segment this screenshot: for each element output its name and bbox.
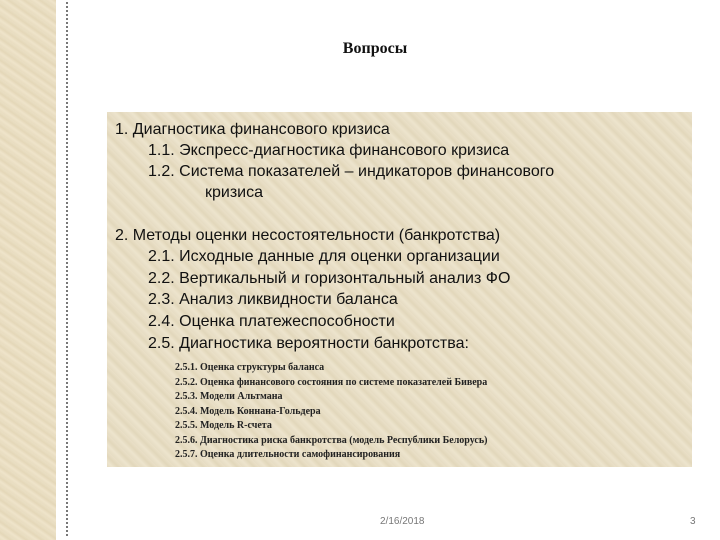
slide-date: 2/16/2018: [380, 516, 425, 527]
outline-item: кризиса: [205, 184, 264, 201]
sub-item: 2.5.1. Оценка структуры баланса: [175, 362, 325, 373]
dotted-divider: [66, 2, 68, 538]
sub-item: 2.5.5. Модель R-счета: [175, 420, 272, 431]
sub-item: 2.5.7. Оценка длительности самофинансирования: [175, 449, 401, 460]
content-panel: [107, 112, 692, 467]
sub-item: 2.5.2. Оценка финансового состояния по системе показателей Бивера: [175, 377, 488, 388]
outline-item: 2. Методы оценки несостоятельности (банкротства): [115, 227, 501, 244]
slide-title: Вопросы: [342, 40, 408, 57]
outline-item: 2.5. Диагностика вероятности банкротства:: [148, 335, 469, 352]
outline-item: 2.4. Оценка платежеспособности: [148, 313, 395, 330]
sub-item: 2.5.4. Модель Коннана-Гольдера: [175, 406, 321, 417]
outline-item: 1.2. Система показателей – индикаторов финансового: [148, 163, 555, 180]
outline-item: 1. Диагностика финансового кризиса: [115, 121, 390, 138]
decorative-sidebar: [0, 0, 56, 540]
outline-item: 1.1. Экспресс-диагностика финансового кризиса: [148, 142, 510, 159]
sub-item: 2.5.3. Модели Альтмана: [175, 391, 283, 402]
outline-item: 2.3. Анализ ликвидности баланса: [148, 291, 398, 308]
page-number: 3: [690, 516, 696, 527]
outline-item: 2.1. Исходные данные для оценки организации: [148, 248, 500, 265]
outline-item: 2.2. Вертикальный и горизонтальный анализ ФО: [148, 270, 511, 287]
sub-item: 2.5.6. Диагностика риска банкротства (модель Республики Белорусь): [175, 435, 488, 446]
